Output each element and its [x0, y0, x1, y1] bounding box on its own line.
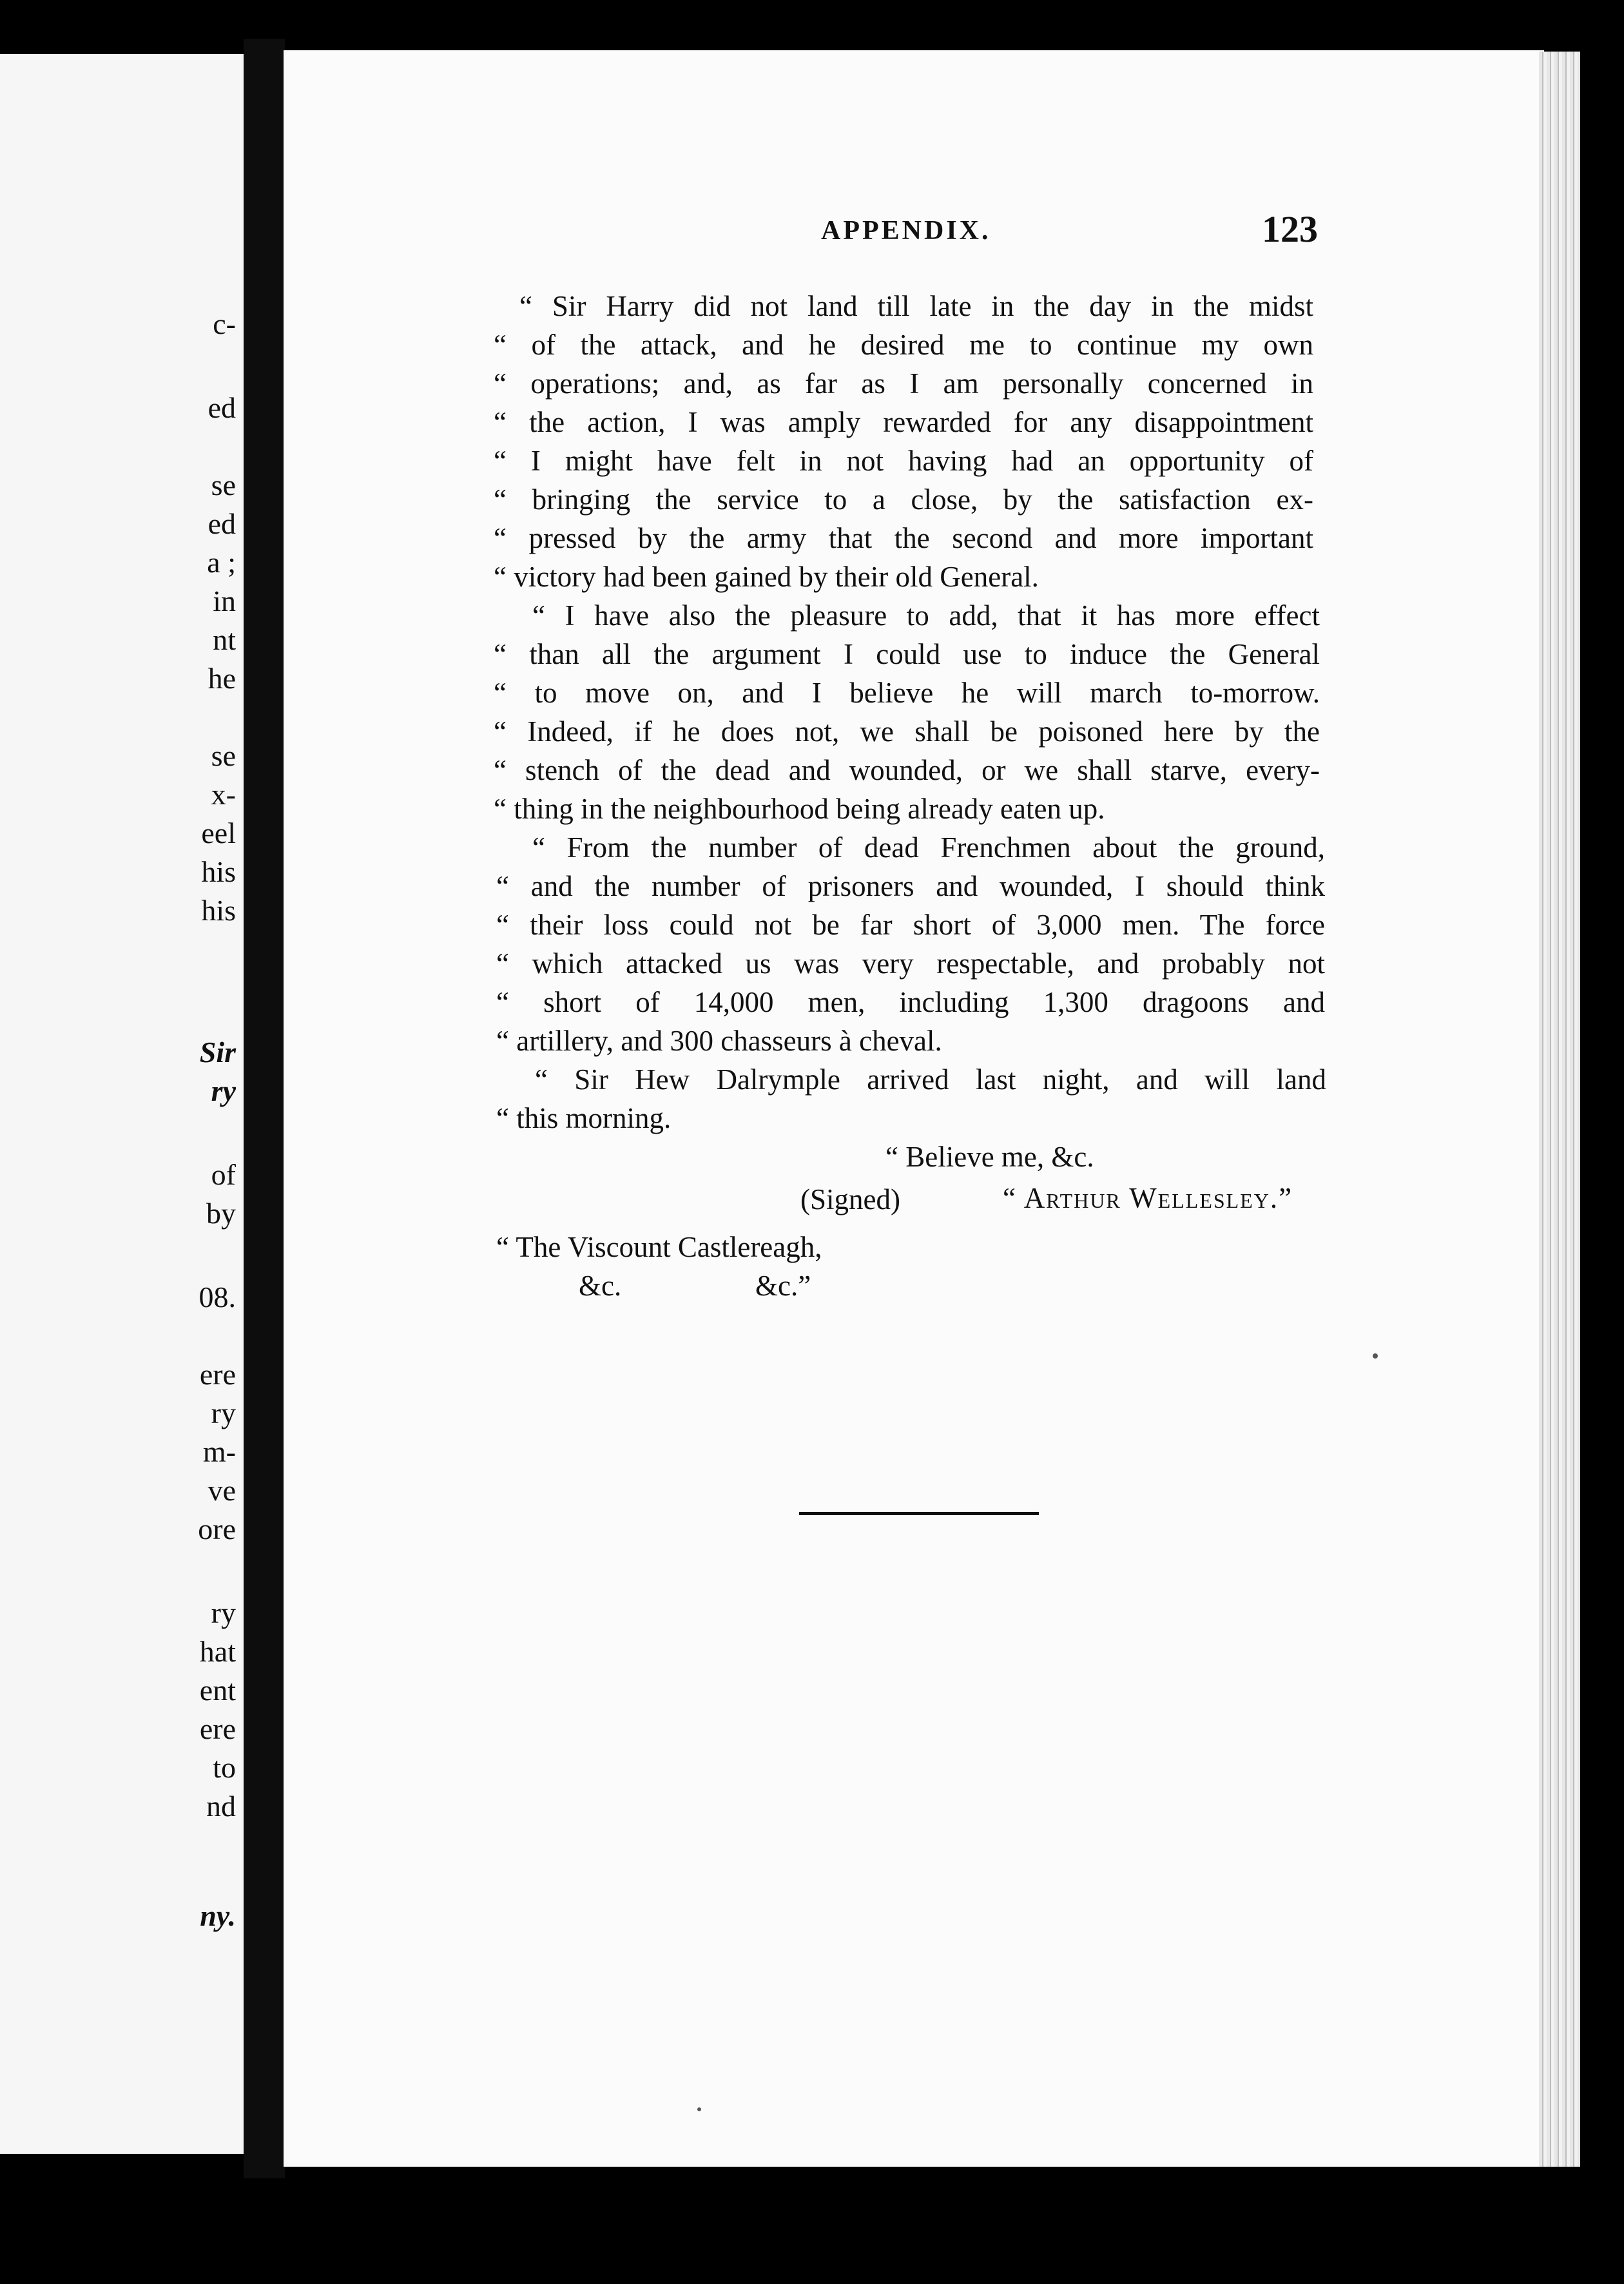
facing-page-line: ent: [199, 1674, 236, 1707]
facing-page-line: m-: [202, 1435, 236, 1468]
facing-page-line: ore: [198, 1513, 236, 1545]
facing-page-line: ry: [211, 1397, 236, 1429]
body-line: “ pressed by the army that the second and more important: [494, 522, 1313, 554]
body-line: “ short of 14,000 men, including 1,300 dragoons and: [496, 986, 1325, 1018]
body-line: “ than all the argument I could use to induce the General: [494, 638, 1320, 670]
facing-page-line: in: [213, 585, 236, 617]
body-line: “ the action, I was amply rewarded for any disappointment: [494, 406, 1313, 438]
facing-page-line: Sir: [199, 1036, 236, 1069]
addressee-etc: &c.”: [755, 1270, 811, 1302]
facing-page-line: ny.: [200, 1899, 236, 1932]
facing-page-line: to: [213, 1751, 236, 1784]
facing-page-line: se: [211, 469, 236, 501]
facing-page-line: ve: [208, 1474, 236, 1507]
facing-page-line: ed: [208, 507, 236, 540]
running-head: APPENDIX.: [821, 216, 991, 246]
addressee: “ The Viscount Castlereagh,: [496, 1231, 822, 1263]
body-line: “ which attacked us was very respectable, and probably not: [496, 947, 1325, 980]
body-line: “ their loss could not be far short of 3,000 men. The force: [496, 909, 1325, 941]
body-line: “ Sir Hew Dalrymple arrived last night, and will land: [535, 1063, 1326, 1096]
body-line: “ stench of the dead and wounded, or we shall starve, every-: [494, 754, 1320, 786]
facing-page-line: ere: [199, 1358, 236, 1391]
addressee-etc: &c.: [579, 1270, 622, 1302]
facing-page-line: ry: [211, 1074, 236, 1107]
body-line: “ Indeed, if he does not, we shall be poisoned here by the: [494, 715, 1320, 748]
facing-page-line: c-: [213, 307, 236, 340]
facing-page-line: ed: [208, 391, 236, 424]
end-rule: [799, 1512, 1039, 1515]
facing-page-line: hat: [199, 1635, 236, 1668]
body-line: “ thing in the neighbourhood being already eaten up.: [494, 793, 1105, 825]
body-line: “ and the number of prisoners and wounded, I should think: [496, 870, 1325, 902]
facing-page-line: 08.: [198, 1281, 236, 1313]
letter-closing: “ Believe me, &c.: [885, 1141, 1094, 1173]
signature: “ Arthur Wellesley.”: [1003, 1182, 1293, 1214]
body-line: “ From the number of dead Frenchmen about the ground,: [532, 831, 1325, 864]
signed-label: (Signed): [800, 1183, 900, 1215]
facing-page-line: his: [201, 855, 236, 888]
speck: [697, 2107, 701, 2111]
speck: [1373, 1353, 1378, 1359]
facing-page-line: ry: [211, 1596, 236, 1629]
facing-page-line: of: [211, 1158, 236, 1191]
book-gutter: [244, 39, 285, 2178]
facing-page-line: by: [206, 1197, 236, 1230]
facing-page-line: he: [208, 662, 236, 695]
body-line: “ artillery, and 300 chasseurs à cheval.: [496, 1025, 942, 1057]
body-line: “ I might have felt in not having had an opportunity of: [494, 445, 1313, 477]
facing-page-line: ere: [199, 1712, 236, 1745]
facing-page-line: se: [211, 739, 236, 772]
body-line: “ I have also the pleasure to add, that it has more effect: [532, 599, 1320, 632]
facing-page-line: a ;: [207, 546, 236, 579]
facing-page-line: eel: [201, 817, 236, 849]
facing-page-line: nd: [206, 1790, 236, 1823]
body-line: “ operations; and, as far as I am personally concerned in: [494, 367, 1313, 400]
body-line: “ to move on, and I believe he will march to-morrow.: [494, 677, 1320, 709]
body-line: “ victory had been gained by their old General.: [494, 561, 1039, 593]
facing-page-line: nt: [213, 623, 236, 656]
facing-page-line: his: [201, 894, 236, 927]
body-line: “ bringing the service to a close, by the satisfaction ex-: [494, 483, 1313, 516]
body-line: “ Sir Harry did not land till late in the day in the midst: [519, 290, 1313, 322]
facing-page-line: x-: [211, 778, 236, 811]
body-line: “ this morning.: [496, 1102, 672, 1134]
page-number: 123: [1262, 208, 1318, 250]
body-line: “ of the attack, and he desired me to continue my own: [494, 329, 1313, 361]
page-edges: [1539, 52, 1580, 2167]
facing-page: [0, 54, 244, 2154]
